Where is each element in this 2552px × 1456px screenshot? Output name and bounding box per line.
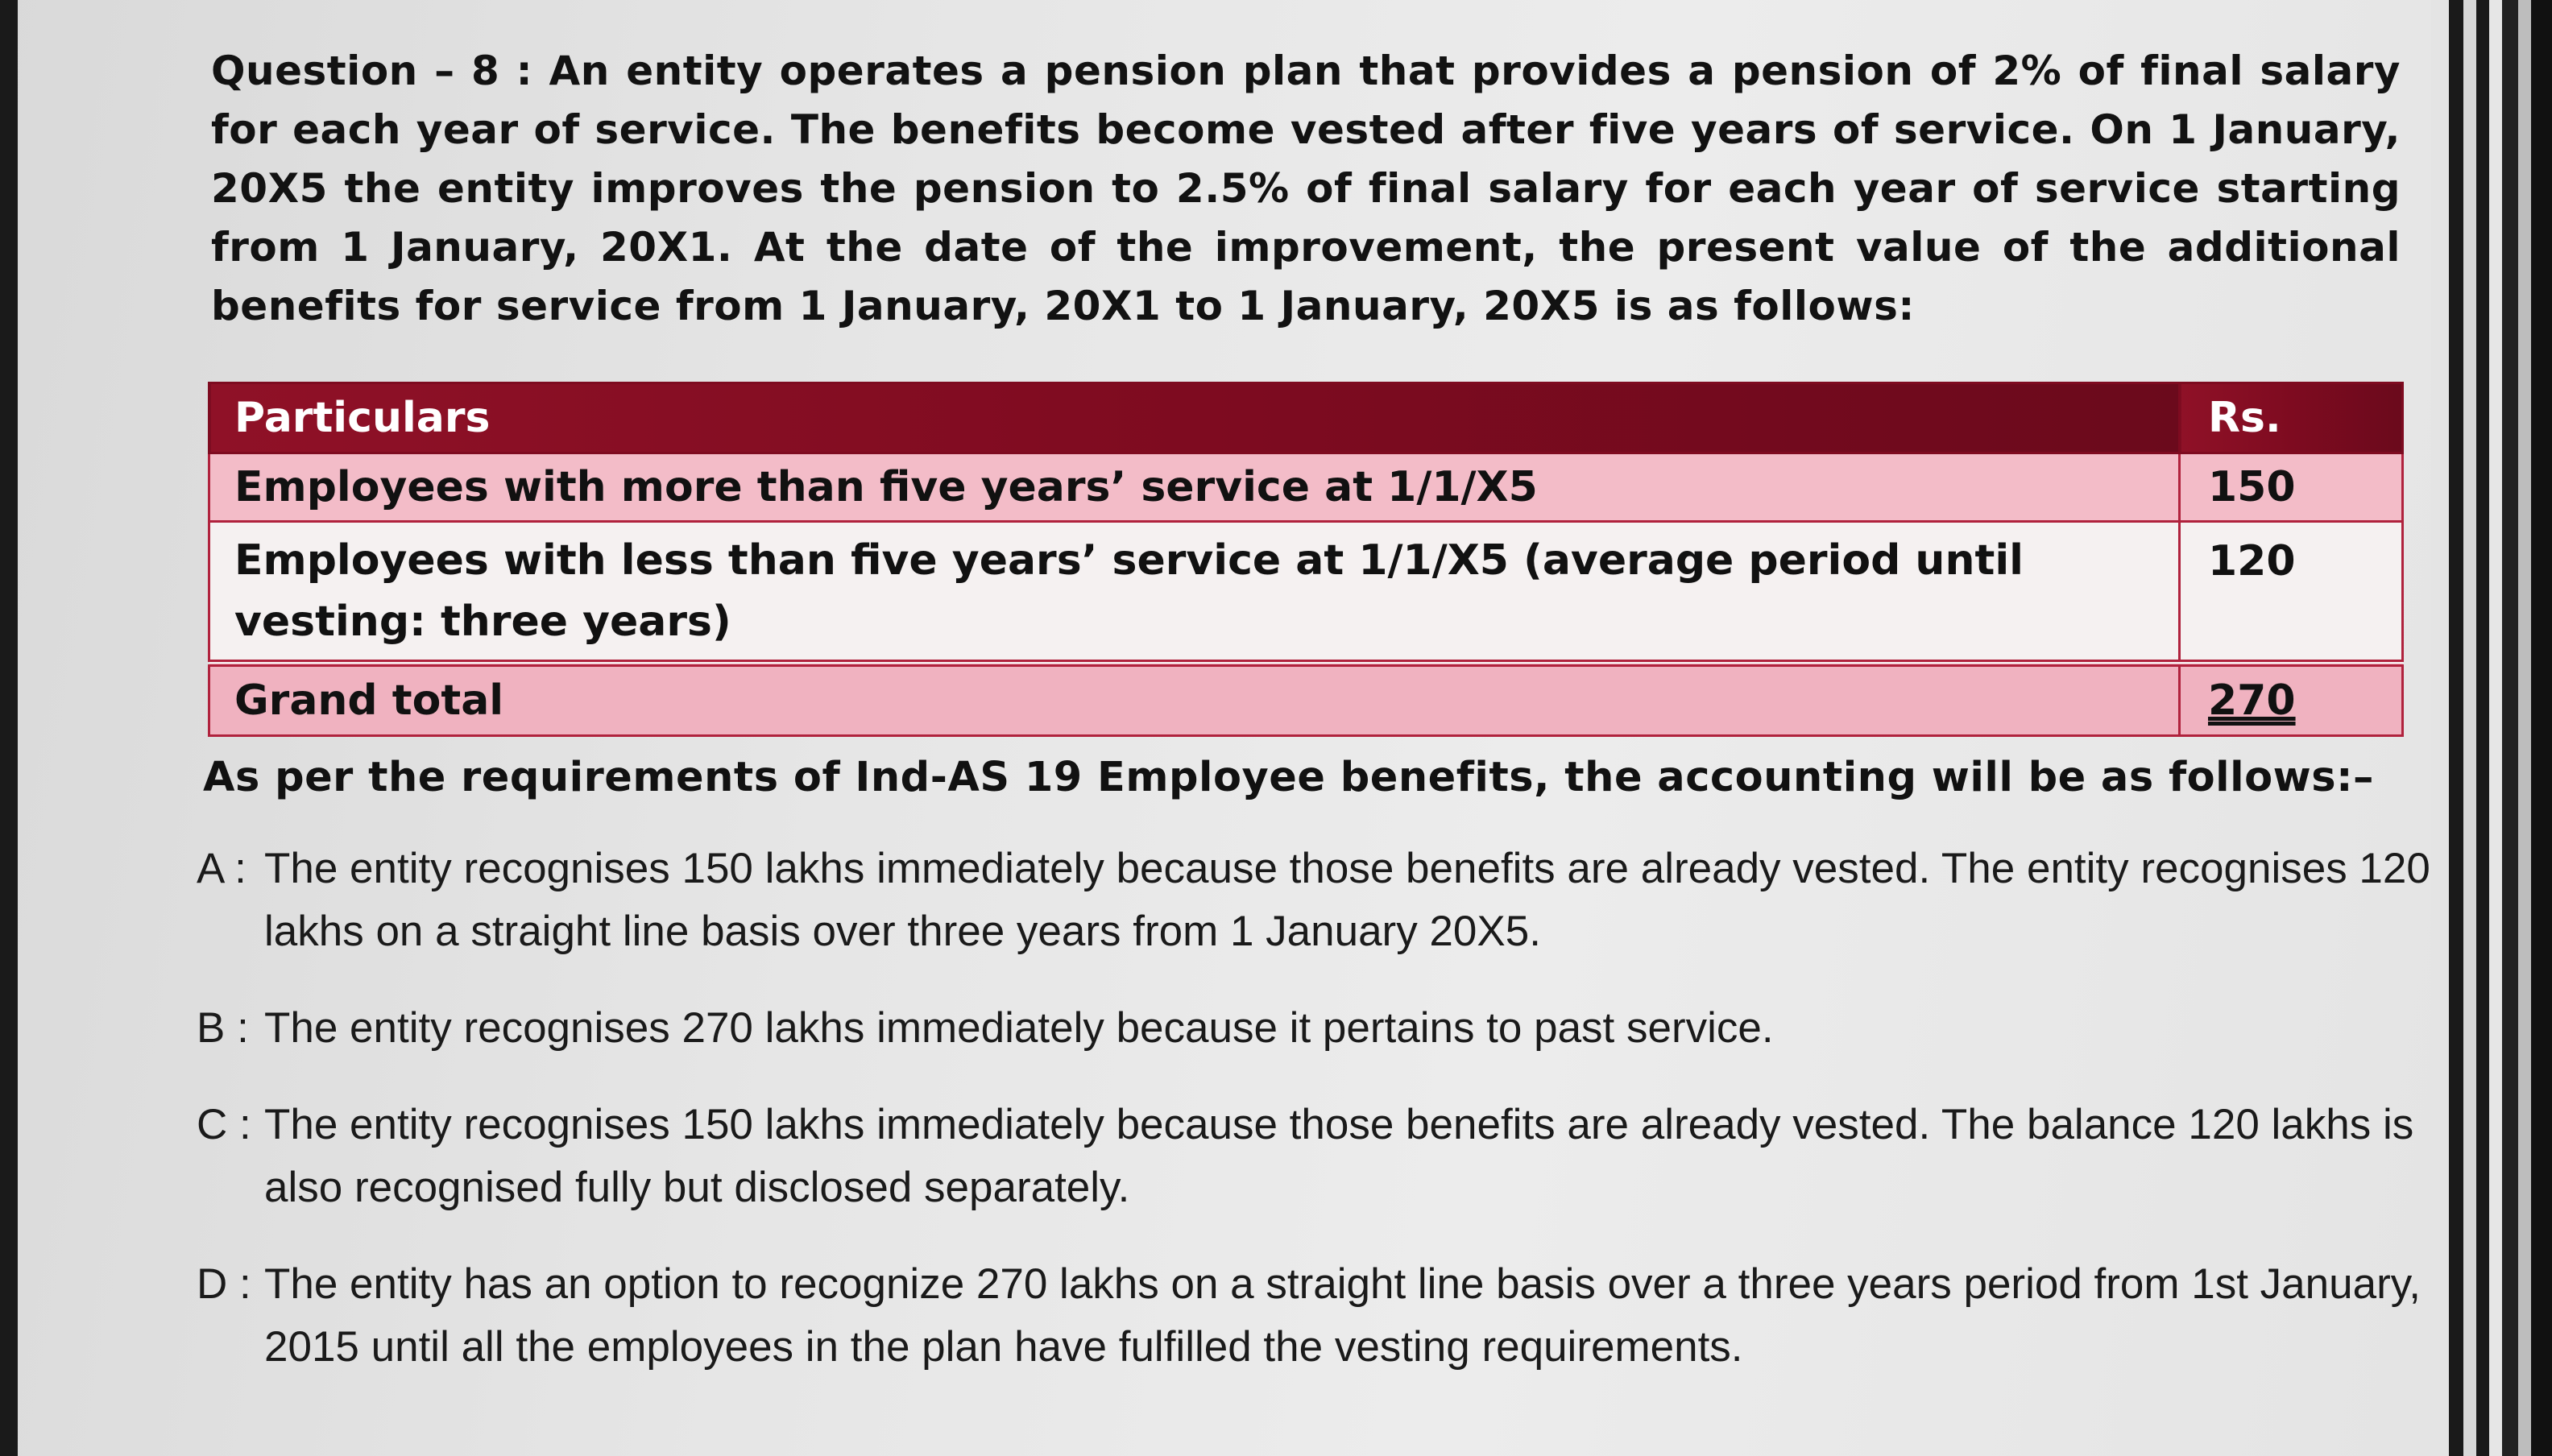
option-d — [197, 1253, 2436, 1379]
table-header-row — [209, 383, 2403, 453]
header-particulars: Particulars — [209, 383, 2180, 453]
table-row — [209, 453, 2403, 522]
option-text: The entity recognises 270 lakhs immediately because it pertains to past service. — [264, 1004, 1774, 1052]
total-label: Grand total — [209, 664, 2180, 736]
option-letter: D : — [197, 1260, 251, 1308]
option-letter: B : — [197, 1004, 249, 1052]
table-row — [209, 522, 2403, 664]
table-total-row — [209, 664, 2403, 736]
row-amount: 120 — [2180, 522, 2403, 664]
screen-bezel-left — [0, 0, 18, 1456]
option-letter: A : — [197, 845, 246, 892]
total-amount: 270 — [2208, 676, 2296, 725]
row-particulars: Employees with more than five years’ service at 1/1/X5 — [209, 453, 2180, 522]
accounting-intro: As per the requirements of Ind-AS 19 Employee benefits, the accounting will be as follows:– — [203, 754, 2375, 801]
option-a — [197, 838, 2436, 963]
option-c — [197, 1094, 2436, 1219]
option-text: The entity has an option to recognize 270 lakhs on a straight line basis over a three years period from 1st January, 2015 until all the employees in the plan have fulfilled the vesting requirements. — [264, 1260, 2422, 1371]
option-b — [197, 997, 2436, 1060]
row-particulars: Employees with less than five years’ service at 1/1/X5 (average period until vesting: three years) — [209, 522, 2180, 664]
question-text: Question – 8 : An entity operates a pension plan that provides a pension of 2% of final salary for each year of service. The benefits become vested after five years of service. On 1 January, 20X5 the entity improves the pension to 2.5% of final salary for each year of service starting from 1 January, 20X1. At the date of the improvement, the present value of the additional benefits for service from 1 January, 20X1 to 1 January, 20X5 is as follows: — [211, 48, 2401, 329]
option-text: The entity recognises 150 lakhs immediately because those benefits are already vested. The balance 120 lakhs is also recognised fully but disclosed separately. — [264, 1101, 2414, 1211]
header-amount: Rs. — [2180, 383, 2403, 453]
row-amount: 150 — [2180, 453, 2403, 522]
option-letter: C : — [197, 1101, 251, 1148]
option-text: The entity recognises 150 lakhs immediately because those benefits are already vested. The entity recognises 120 lakhs on a straight line basis over three years from 1 January 20X5. — [264, 845, 2430, 955]
screen-bezel-right — [2431, 0, 2552, 1456]
benefits-table — [208, 382, 2404, 737]
total-amount-cell — [2180, 664, 2403, 736]
answer-options — [197, 838, 2436, 1413]
